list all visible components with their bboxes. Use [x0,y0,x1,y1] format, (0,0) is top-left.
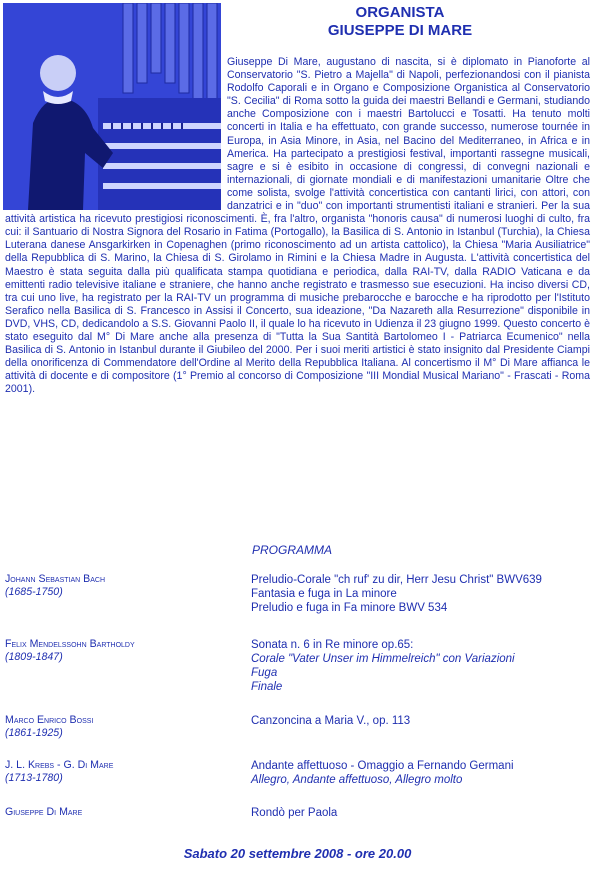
work-item: Preludio-Corale "ch ruf' zu dir, Herr Jesu Christ" BWV639 [251,574,542,586]
work-item: Corale "Vater Unser im Himmelreich" con Variazioni [251,653,515,665]
work-item: Andante affettuoso - Omaggio a Fernando Germani [251,760,514,772]
biography-text: Giuseppe Di Mare, augustano di nascita, si è diplomato in Pianoforte al Conservatorio "S. Pietro a Majella" di Napoli, perfezionandosi con il pianista Rodolfo Caporali e in Organo e Composizione Organistica al Conservatorio "S. Cecilia" di Roma sotto la guida dei maestri Bellandi e Germani, studiando anche Composizione con i maestri Bartolucci e Tosatti. Ha tenuto molti concerti in Italia e ha effettuato, con grande successo, numerose tournée in Europa, in Asia Minore, in Asia, nel Bacino del Mediterraneo, in Africa e in America. Ha partecipato a prestigiosi festival, importanti rassegne musicali, sagre e si è esibito in occasione di congressi, di convegni nazionali e internazionali, di giornate mondiali e di manifestazioni umanitarie Oltre che come solista, svolge l'attività concertistica con cantanti lirici, con attori, con danzatrici e in "duo" con importanti strumentisti italiani e stranieri. Per la sua attività artistica ha ricevuto prestigiosi riconoscimenti. È, fra l'altro, organista "honoris causa" di numerosi luoghi di culto, fra cui: il Santuario di Nostra Signora del Rosario in Fatima (Portogallo), la Basilica di S. Antonio in Istanbul (Turchia), la Chiesa Luterana danese Ansgarkirken in Copenaghen (primo riconoscimento ad un artista cattolico), la Chiesa "Maria Ausiliatrice" della Repubblica di S. Marino, la Chiesa di S. Girolamo in Rimini e la Chiesa Madre in Augusta. L'attività concertistica del Maestro è stata seguita dalla più qualificata stampa quotidiana e periodica, dalla RAI-TV, dalla RADIO Vaticana e da emittenti radio televisive italiane e straniere, che hanno anche registrato e trasmesso sue esecuzioni. Ha inciso diversi CD, tra cui uno live, ha registrato per la RAI-TV un programma di musiche prebarocche e barocche e ha riprodotto per l'Istituto Serafico nella Basilica di S. Francesco in Assisi il Concerto, sua ideazione, "Da Nazareth alla Resurrezione" disponibile in DVD, VHS, CD, dedicandolo a S.S. Giovanni Paolo II, il quale lo ha ricevuto in Udienza il 23 giugno 1999. Questo concerto è stato eseguito dal M° Di Mare anche alla presenza di "Tutta la Sua Santità Bartolomeo I - Patriarca Ecumenico" nella Basilica di S. Antonio in Istanbul durante il Giubileo del 2000. Per i suoi meriti artistici è stato insignito dal Presidente Ciampi della onorificenza di Commendatore dell'Ordine al Merito della Repubblica Italiana. Al concertismo il M° Di Mare affianca le attività di docente e di compositore (1° Premio al concorso di Composizione "III Mondial Musical Mariano" - Frascati - Roma 2001). [5,56,590,396]
work-item: Preludio e fuga in Fa minore BWV 534 [251,602,448,614]
title-line-1: ORGANISTA [355,4,445,21]
photo-spacer [5,56,227,208]
composer-name: Giuseppe Di Mare [5,806,83,818]
composer-name: Johann Sebastian Bach [5,573,105,585]
work-item: Fantasia e fuga in La minore [251,588,397,600]
works-list [251,806,591,820]
composer-dates: (1713-1780) [5,772,63,784]
composer-dates: (1861-1925) [5,727,63,739]
title-line-2: GIUSEPPE DI MARE [327,22,473,39]
composer [5,806,245,819]
works-list [251,759,591,787]
composer-name: Felix Mendelssohn Bartholdy [5,638,135,650]
work-item: Canzoncina a Maria V., op. 113 [251,715,411,727]
program-heading: PROGRAMMA [252,543,333,557]
composer-name: Marco Enrico Bossi [5,714,94,726]
biography [5,56,590,396]
composer [5,638,245,664]
event-date: Sabato 20 settembre 2008 - ore 20.00 [183,846,412,861]
works-list [251,638,591,694]
composer [5,759,245,785]
work-item: Sonata n. 6 in Re minore op.65: [251,639,414,651]
work-item: Allegro, Andante affettuoso, Allegro molto [251,774,463,786]
works-list [251,714,591,728]
page-title [285,4,515,40]
composer [5,714,245,740]
composer-name: J. L. Krebs - G. Di Mare [5,759,114,771]
works-list [251,573,591,615]
composer-dates: (1809-1847) [5,651,63,663]
work-item: Finale [251,681,283,693]
work-item: Rondò per Paola [251,807,338,819]
composer-dates: (1685-1750) [5,586,63,598]
work-item: Fuga [251,667,278,679]
composer [5,573,245,599]
